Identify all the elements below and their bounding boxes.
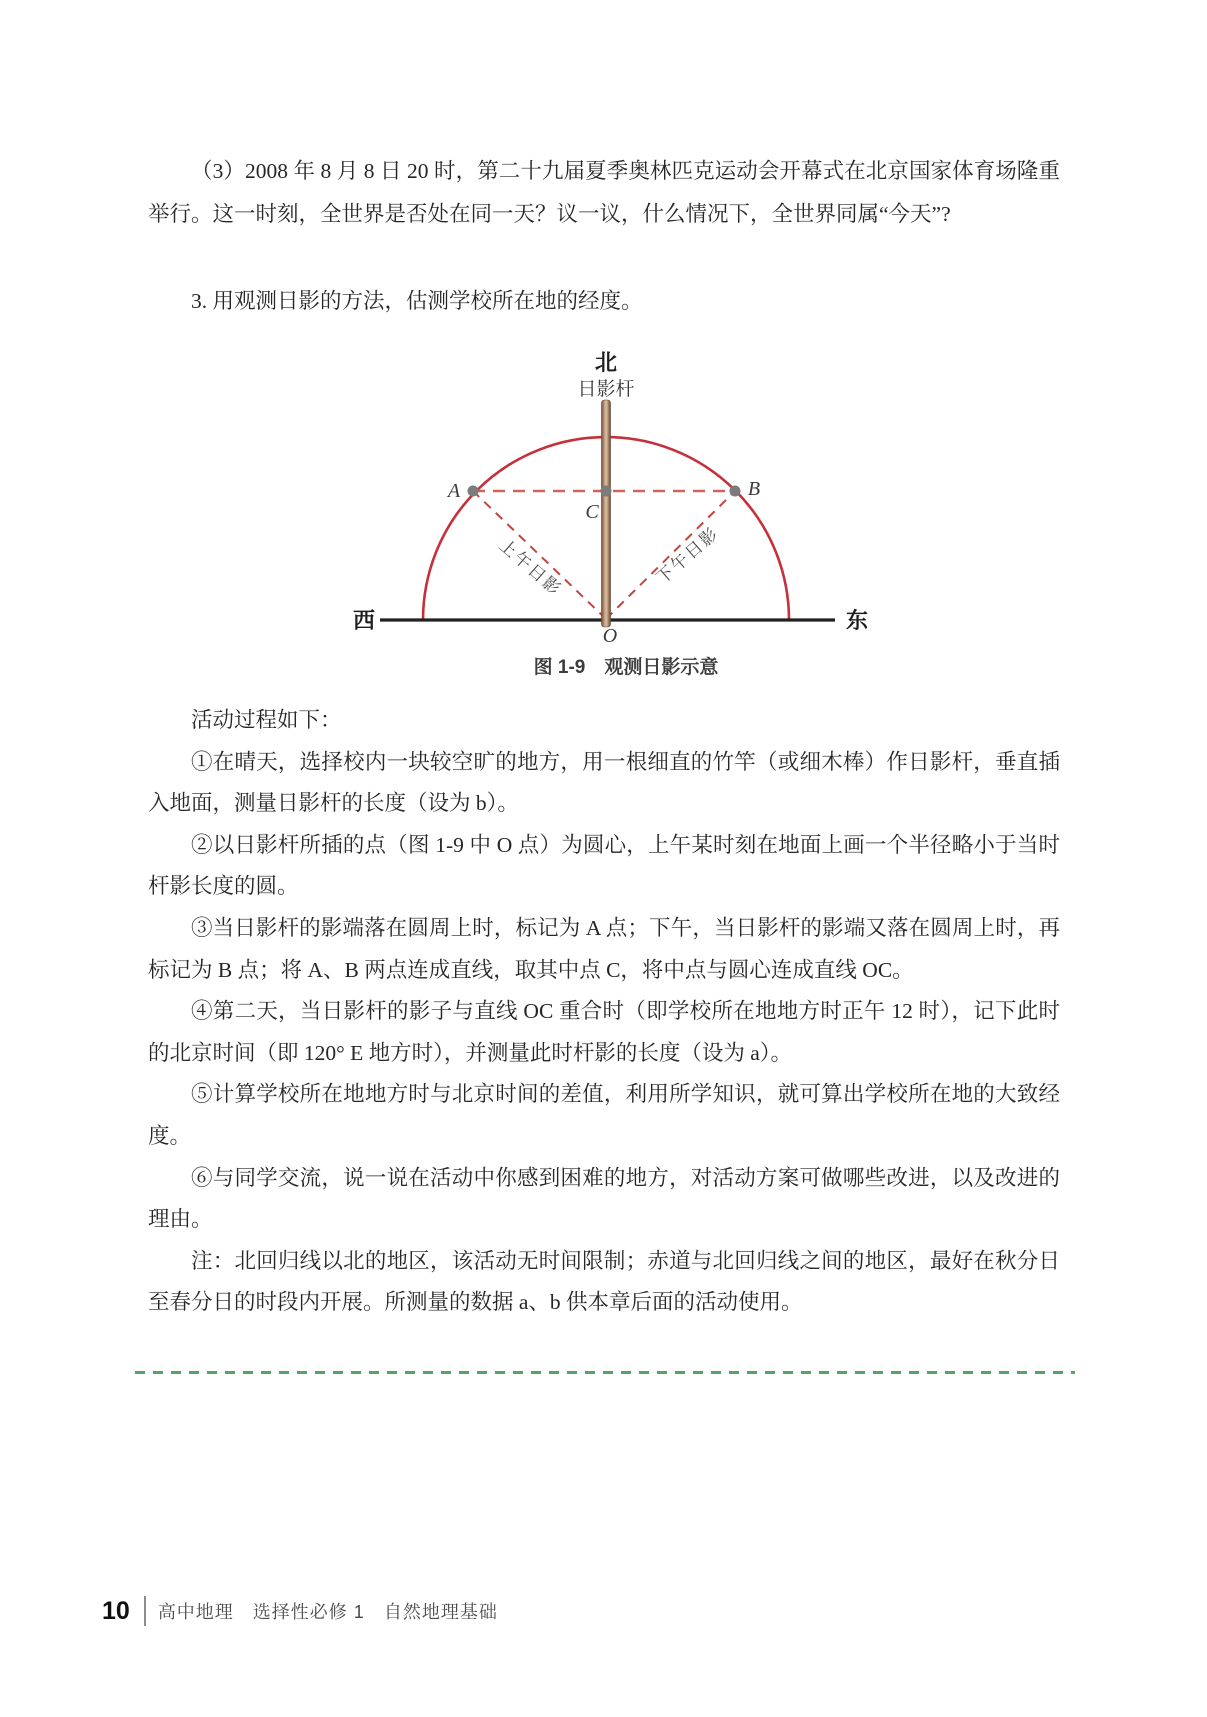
pole-label: 日影杆 — [577, 379, 635, 400]
shadow-observation-diagram — [330, 325, 890, 693]
activity-section — [148, 700, 1060, 1324]
point-a-dot — [468, 486, 479, 497]
figure-1-9 — [330, 325, 890, 693]
activity-step-5: ⑤计算学校所在地地方时与北京时间的差值，利用所学知识，就可算出学校所在地的大致经度。 — [148, 1082, 1060, 1148]
figure-caption: 图 1-9 观测日影示意 — [533, 657, 719, 678]
activity-note: 注：北回归线以北的地区，该活动无时间限制；赤道与北回归线之间的地区，最好在秋分日至春分日的时段内开展。所测量的数据 a、b 供本章后面的活动使用。 — [148, 1248, 1060, 1315]
shadow-pole — [602, 400, 611, 627]
activity-intro: 活动过程如下： — [191, 708, 342, 732]
activity-step-2: ②以日影杆所插的点（图 1-9 中 O 点）为圆心，上午某时刻在地面上画一个半径略小于当时杆影长度的圆。 — [148, 832, 1060, 899]
origin-o-label: O — [602, 625, 618, 647]
point-b-label: B — [747, 478, 761, 500]
item-3-text: 3. 用观测日影的方法，估测学校所在地的经度。 — [191, 289, 643, 313]
afternoon-shadow-line — [606, 491, 735, 619]
page-footer — [102, 1594, 498, 1628]
east-label: 东 — [845, 608, 869, 633]
activity-step-1: ①在晴天，选择校内一块较空旷的地方，用一根细直的竹竿（或细木棒）作日影杆，垂直插入地面，测量日影杆的长度（设为 b）。 — [148, 749, 1060, 816]
afternoon-shadow-label: 下午日影 — [652, 523, 723, 588]
activity-step-6: ⑥与同学交流，说一说在活动中你感到困难的地方，对活动方案可做哪些改进，以及改进的理由。 — [148, 1165, 1060, 1232]
section-divider-dashed — [135, 1371, 1075, 1374]
paragraph-olympics-text: （3）2008 年 8 月 8 日 20 时，第二十九届夏季奥林匹克运动会开幕式在北京国家体育场隆重举行。这一时刻，全世界是否处在同一天？议一议，什么情况下，全世界同属“今天”? — [148, 159, 1060, 226]
morning-shadow-label: 上午日影 — [495, 535, 566, 600]
page-number: 10 — [102, 1596, 130, 1625]
north-label: 北 — [594, 350, 618, 375]
point-b-dot — [730, 486, 741, 497]
point-c-label: C — [585, 501, 599, 523]
footer-book-title: 高中地理 选择性必修 1 自然地理基础 — [157, 1602, 498, 1622]
point-a-label: A — [447, 480, 461, 502]
point-c-dot — [601, 486, 612, 497]
activity-step-3: ③当日影杆的影端落在圆周上时，标记为 A 点；下午，当日影杆的影端又落在圆周上时，再标记为 B 点；将 A、B 两点连成直线，取其中点 C，将中点与圆心连成直线 OC。 — [148, 915, 1060, 982]
activity-step-4: ④第二天，当日影杆的影子与直线 OC 重合时（即学校所在地地方时正午 12 时），记下此时的北京时间（即 120° E 地方时），并测量此时杆影的长度（设为 a）。 — [148, 999, 1060, 1065]
west-label: 西 — [352, 608, 376, 633]
item-3-heading — [148, 280, 1060, 323]
footer-divider-bar — [144, 1596, 146, 1626]
paragraph-olympics-question — [148, 150, 1060, 236]
